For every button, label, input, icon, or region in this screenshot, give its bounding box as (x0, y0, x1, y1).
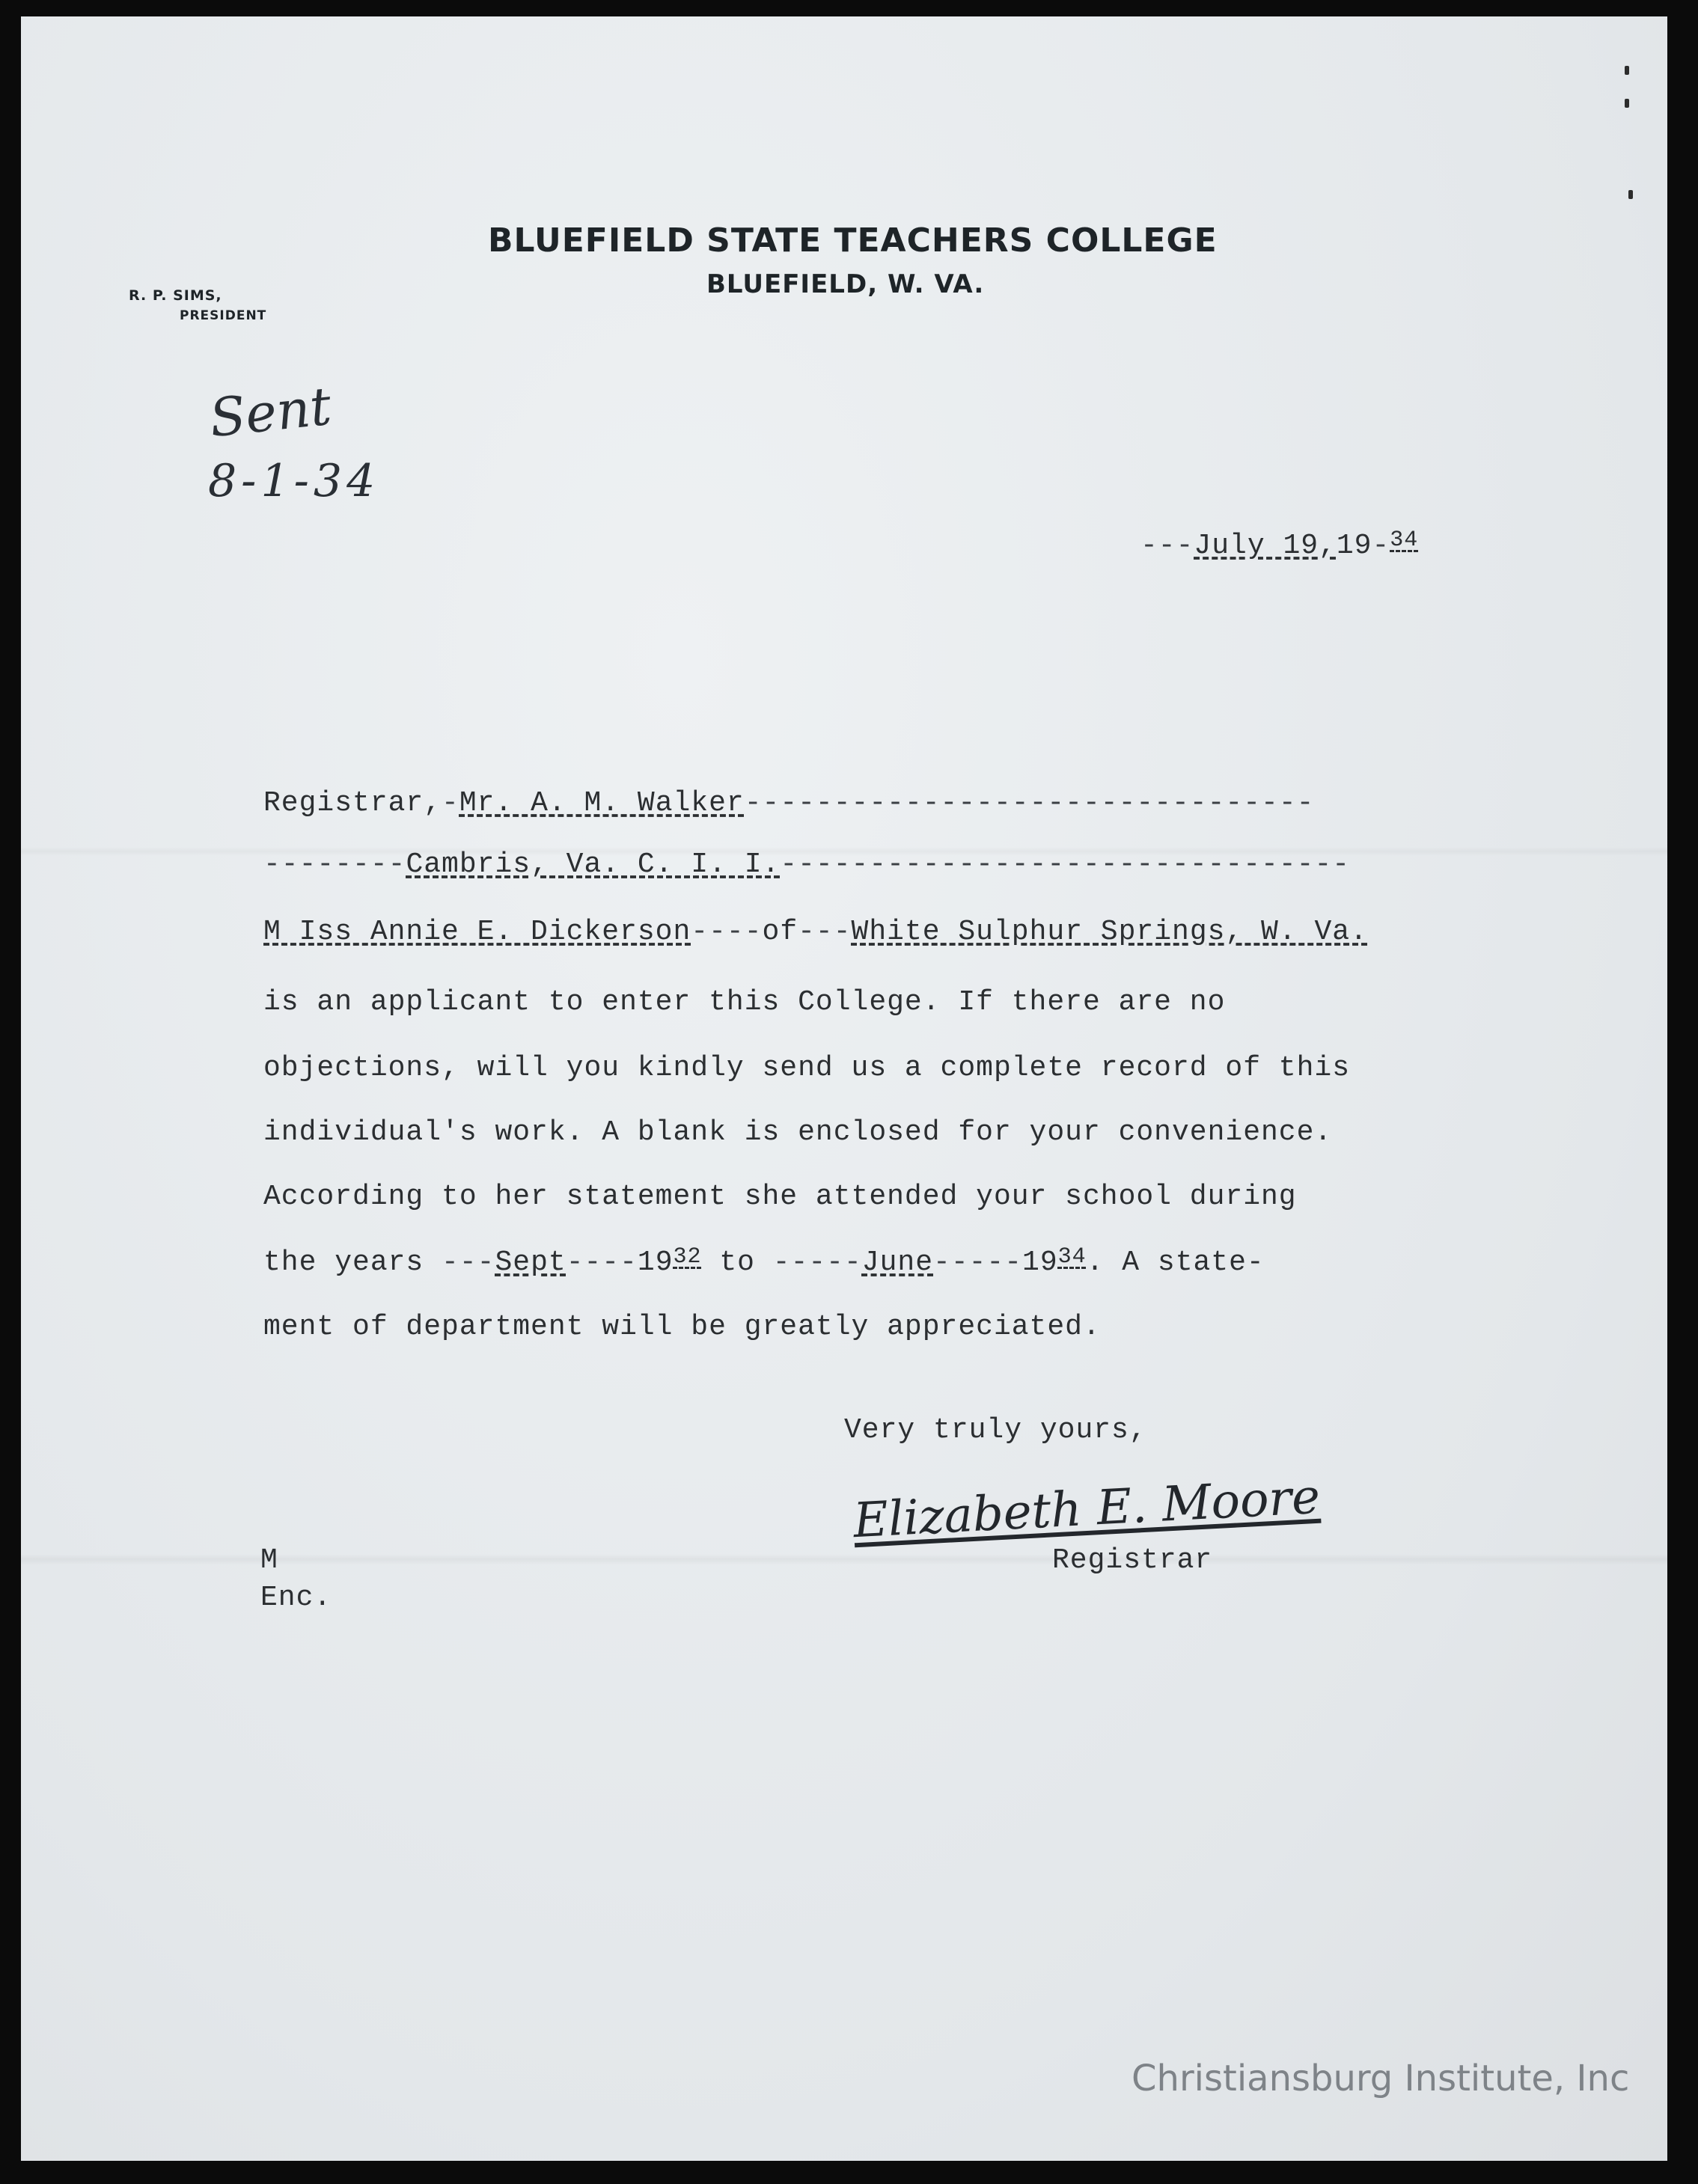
addressee-name: Mr. A. M. Walker (459, 787, 745, 819)
end-century: 19 (1022, 1247, 1058, 1279)
body-line-3: individual's work. A blank is enclosed for your convenience. (263, 1116, 1333, 1148)
staple-mark (1625, 66, 1629, 75)
body-line-4: According to her statement she attended your school during (263, 1181, 1297, 1213)
addressee-place: Cambris, Va. C. I. I. (406, 848, 781, 881)
closing-salutation: Very truly yours, (844, 1414, 1147, 1446)
years-to: to (719, 1247, 755, 1279)
start-year: 32 (673, 1244, 702, 1270)
handwritten-sent-date: 8-1-34 (208, 455, 380, 507)
years-prefix: the years (263, 1247, 424, 1279)
letter-date: ---July 19,19-$^{34}$ (1140, 527, 1419, 562)
enclosure-note: Enc. (260, 1582, 332, 1614)
line5-suffix: . A state- (1086, 1247, 1265, 1279)
body-line-2: objections, will you kindly send us a complete record of this (263, 1052, 1351, 1084)
handwritten-sent-note: Sent (207, 375, 335, 450)
end-year: 34 (1057, 1244, 1087, 1270)
addressee-prefix: Registrar, (263, 787, 442, 819)
start-century: 19 (637, 1247, 674, 1279)
typist-initial: M (260, 1544, 278, 1576)
date-month-day: July 19, (1194, 530, 1337, 562)
addressee-line: Registrar,-Mr. A. M. Walker-------------------------------- (263, 787, 1315, 819)
applicant-line: M Iss Annie E. Dickerson----of---White Sulphur Springs, W. Va. (263, 916, 1368, 948)
staple-mark (1625, 99, 1629, 108)
applicant-of: of (762, 916, 798, 948)
body-line-1: is an applicant to enter this College. If there are no (263, 986, 1226, 1018)
applicant-name: M Iss Annie E. Dickerson (263, 916, 691, 948)
staple-mark (1628, 190, 1633, 199)
president-name: R. P. SIMS, (129, 287, 222, 304)
president-title: PRESIDENT (180, 308, 267, 323)
addressee-place-line: --------Cambris, Va. C. I. I.-------------------------------- (263, 848, 1351, 881)
start-month: Sept (495, 1247, 566, 1279)
handwritten-signature: Elizabeth E. Moore (852, 1469, 1322, 1550)
applicant-hometown: White Sulphur Springs, W. Va. (851, 916, 1368, 948)
archive-watermark: Christiansburg Institute, Inc (1132, 2058, 1630, 2099)
body-line-6: ment of department will be greatly appreciated. (263, 1311, 1101, 1343)
letterhead-institution: BLUEFIELD STATE TEACHERS COLLEGE (488, 221, 1218, 260)
letter-paper (21, 16, 1667, 2161)
closing-title: Registrar (1052, 1544, 1213, 1576)
date-year: 34 (1390, 527, 1419, 553)
body-line-5: the years $---Sept----19^{32}$ to $-----June-----19^{34}$. A state- (263, 1244, 1265, 1279)
date-century: 19 (1336, 530, 1372, 562)
end-month: June (861, 1247, 934, 1279)
letterhead-location: BLUEFIELD, W. VA. (706, 269, 985, 299)
